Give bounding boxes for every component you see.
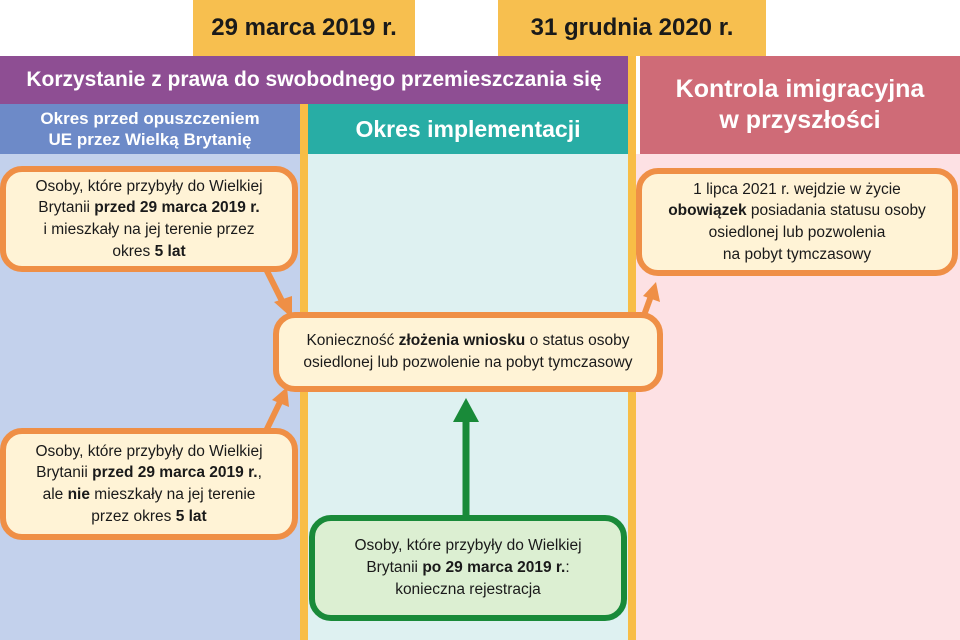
box1-line1: Osoby, które przybyły do Wielkiej	[35, 177, 263, 195]
immigration-control-header-line2: w przyszłości	[719, 106, 881, 134]
box2-line4: przez okres 5 lat	[91, 507, 207, 525]
arrow-green-to-center	[453, 398, 479, 517]
date-tab-end-implementation: 31 grudnia 2020 r.	[498, 0, 766, 56]
box2-line1: Osoby, które przybyły do Wielkiej	[35, 442, 263, 460]
box1-line4: okres 5 lat	[112, 242, 186, 260]
box-future-obligation	[636, 168, 958, 276]
green-line2: Brytanii po 29 marca 2019 r.:	[366, 559, 570, 577]
box-resident-5-years	[0, 166, 298, 272]
center-line1: Konieczność złożenia wniosku o status osoby	[306, 332, 630, 350]
box1-line3: i mieszkały na jej terenie przez	[43, 221, 255, 238]
box1-line2: Brytanii przed 29 marca 2019 r.	[38, 199, 260, 217]
free-movement-header: Korzystanie z prawa do swobodnego przemieszczania się	[0, 56, 628, 104]
arrow-box2-to-center	[265, 387, 289, 433]
right-line3: osiedlonej lub pozwolenia	[708, 224, 886, 241]
box-application-required	[273, 312, 663, 392]
right-line2: obowiązek posiadania statusu osoby	[668, 202, 926, 220]
center-line2: osiedlonej lub pozwolenie na pobyt tymczasowy	[303, 354, 633, 371]
green-line1: Osoby, które przybyły do Wielkiej	[354, 537, 582, 555]
arrow-box1-to-center	[265, 267, 292, 318]
box2-line3: ale nie mieszkały na jej terenie	[42, 486, 256, 503]
immigration-control-header-line1: Kontrola imigracyjna	[675, 74, 925, 103]
date-tab-brexit: 29 marca 2019 r.	[193, 0, 415, 56]
box-not-resident-5-years	[0, 428, 298, 540]
right-line4: na pobyt tymczasowy	[722, 245, 872, 263]
box2-line2: Brytanii przed 29 marca 2019 r.,	[36, 464, 262, 482]
implementation-header: Okres implementacji	[308, 104, 628, 154]
pre-exit-header-line2: UE przez Wielką Brytanię	[48, 130, 252, 149]
pre-exit-header-line1: Okres przed opuszczeniem	[40, 108, 260, 128]
green-line3: konieczna rejestracja	[395, 580, 541, 598]
box-registration-required	[309, 515, 627, 621]
right-line1: 1 lipca 2021 r. wejdzie w życie	[693, 180, 901, 198]
